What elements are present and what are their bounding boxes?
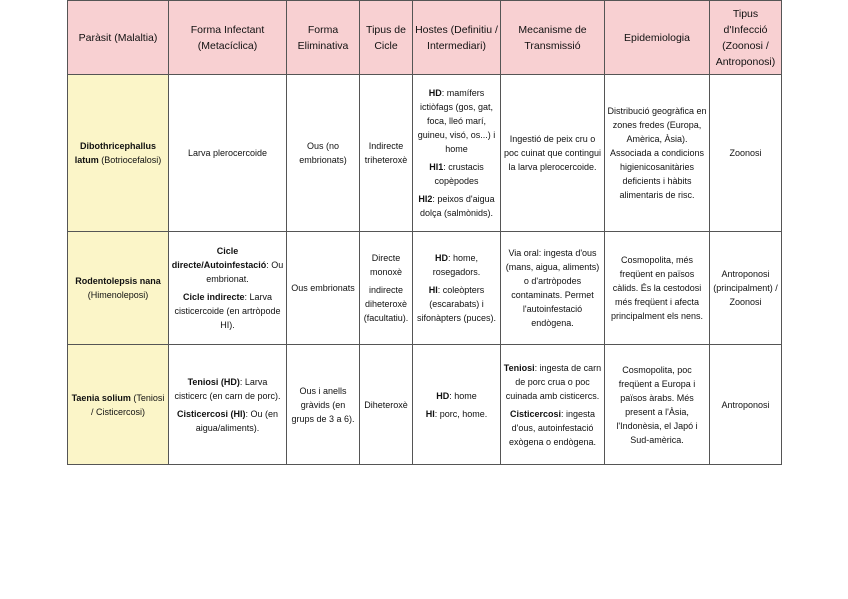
eliminative-cell: Ous i anells gràvids (en grups de 3 a 6).	[287, 345, 360, 465]
host-label: HI1	[429, 162, 444, 172]
parasite-name-cell	[68, 232, 169, 345]
header-row	[68, 1, 782, 75]
cycle-cell: Diheteroxè	[360, 345, 413, 465]
transmission-text: : ingesta d'ous, autoinfestació exògena o endògena.	[508, 408, 597, 447]
disease-name: (Teniosi / Cisticercosi)	[90, 392, 165, 417]
table-row	[68, 345, 782, 465]
host-text: : mamífers ictiòfags (gos, gat, foca, lleó marí, guineu, visó, os...) i home	[417, 88, 496, 154]
table-row	[68, 75, 782, 232]
infectant-text: : Larva cisticercoide (en artròpode HI).	[174, 292, 281, 330]
infectant-cell: Larva plerocercoide	[169, 75, 287, 232]
host-label: HD	[428, 88, 442, 98]
eliminative-cell: Ous embrionats	[287, 232, 360, 345]
transmission-cell: Via oral: ingesta d'ous (mans, aigua, aliments) o d'artròpodes contaminats. Permet l'autoinfestació endògena.	[501, 232, 605, 345]
hosts-cell	[413, 345, 501, 465]
host-text: : home, rosegadors.	[432, 253, 481, 277]
header-cell: Epidemiologia	[605, 1, 710, 75]
transmission-label: Teniosi	[503, 362, 535, 373]
host-text: : home	[449, 390, 477, 401]
host-label: HD	[436, 390, 450, 401]
infectant-label: Cicle indirecte	[182, 292, 245, 302]
header-cell: Mecanisme de Transmissió	[501, 1, 605, 75]
host-label: HI2	[418, 194, 433, 204]
table-row	[68, 232, 782, 345]
infectant-label: Teniosi (HD)	[187, 376, 240, 387]
host-label: HI	[428, 285, 438, 295]
infection-type-cell: Antroponosi (principalment) / Zoonosi	[710, 232, 782, 345]
header-cell: Paràsit (Malaltia)	[68, 1, 169, 75]
parasite-name-cell	[68, 75, 169, 232]
epidemiology-cell: Cosmopolita, poc freqüent a Europa i països àrabs. Més present a l'Àsia, l'Indonèsia, el Japó i Sud-amèrica.	[605, 345, 710, 465]
header-cell: Forma Eliminativa	[287, 1, 360, 75]
header-cell: Tipus d'Infecció (Zoonosi / Antroponosi)	[710, 1, 782, 75]
parasite-name: Dibothricephallus latum	[74, 141, 156, 165]
hosts-cell	[413, 232, 501, 345]
infectant-label: Cisticercosi (HI)	[176, 408, 246, 419]
cycle-cell	[360, 232, 413, 345]
infection-type-cell: Antroponosi	[710, 345, 782, 465]
parasite-table	[67, 0, 782, 465]
parasite-name-cell	[68, 345, 169, 465]
transmission-text: : ingesta de carn de porc crua o poc cuinada amb cisticercs.	[505, 362, 602, 401]
host-text: : peixos d'aigua dolça (salmònids).	[419, 194, 495, 218]
header-cell: Tipus de Cicle	[360, 1, 413, 75]
hosts-cell	[413, 75, 501, 232]
cycle-text: Directe monoxè	[369, 253, 403, 277]
infectant-text: : Ou embrionat.	[206, 260, 284, 284]
host-text: : coleòpters (escarabats) i sifonàpters (puces).	[416, 285, 497, 323]
infectant-cell	[169, 232, 287, 345]
parasite-name: Rodentolepsis nana	[75, 276, 161, 286]
header-cell: Hostes (Definitiu / Intermediari)	[413, 1, 501, 75]
infection-type-cell: Zoonosi	[710, 75, 782, 232]
eliminative-cell: Ous (no embrionats)	[287, 75, 360, 232]
infectant-text: : Larva cisticerc (en carn de porc).	[174, 376, 281, 401]
host-text: : crustacis copèpodes	[434, 162, 484, 186]
transmission-label: Cisticercosi	[509, 408, 561, 419]
header-cell: Forma Infectant (Metacíclica)	[169, 1, 287, 75]
infectant-text: : Ou (en aigua/aliments).	[195, 408, 279, 433]
transmission-cell	[501, 345, 605, 465]
disease-name: (Himenoleposi)	[87, 290, 149, 300]
epidemiology-cell: Distribució geogràfica en zones fredes (Europa, Amèrica, Àsia). Associada a condicions higienicosanitàries deficients i hàbits alimentaris de risc.	[605, 75, 710, 232]
parasite-name: Taenia solium	[71, 392, 131, 403]
cycle-cell: Indirecte triheteroxè	[360, 75, 413, 232]
epidemiology-cell: Cosmopolita, més freqüent en països càlids. És la cestodosi més freqüent i afecta principalment els nens.	[605, 232, 710, 345]
cycle-text: indirecte diheteroxè (facultatiu).	[363, 285, 409, 323]
host-label: HI	[425, 408, 435, 419]
infectant-label: Cicle directe/Autoinfestació	[171, 246, 267, 270]
host-text: : porc, home.	[434, 408, 488, 419]
infectant-cell	[169, 345, 287, 465]
transmission-cell: Ingestió de peix cru o poc cuinat que contingui la larva plerocercoide.	[501, 75, 605, 232]
disease-name: (Botriocefalosi)	[98, 155, 162, 165]
host-label: HD	[434, 253, 448, 263]
